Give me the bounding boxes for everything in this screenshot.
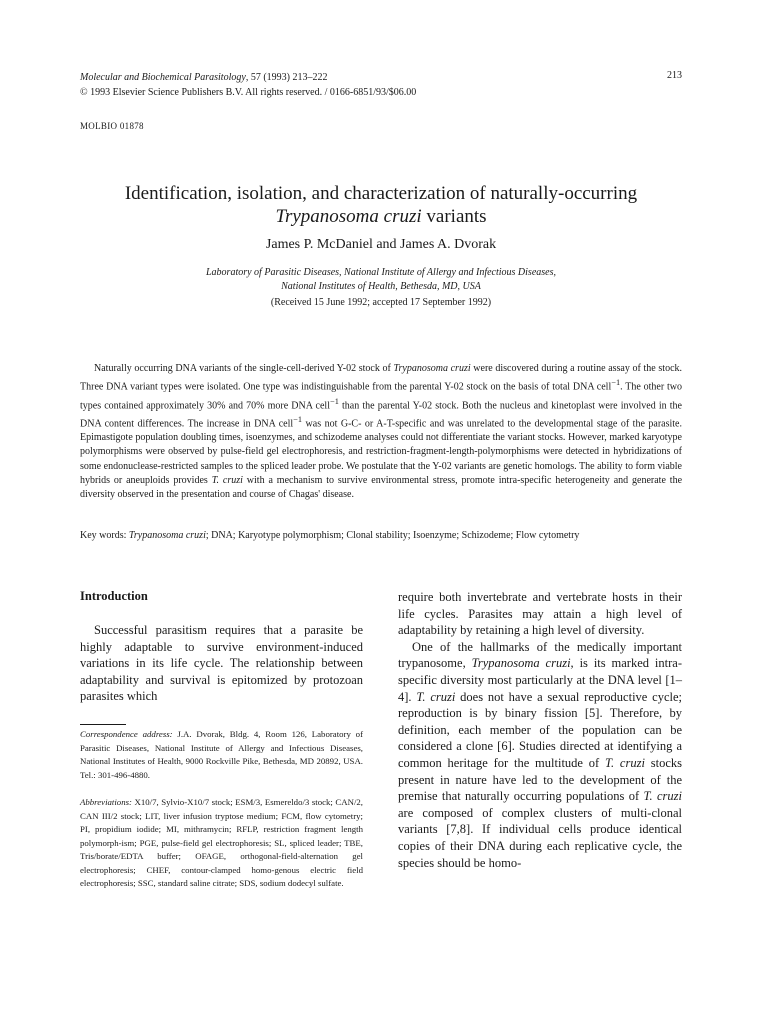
introduction-paragraph-1: require both invertebrate and vertebrate hosts in their life cycles. Parasites may attain a high level of adaptability by retaining a high level of diversity. [398,590,682,638]
intro-text-d: stocks present in nature have led to the development of the premise that naturally occurring populations of [398,755,682,804]
affiliation-line-2: National Institutes of Health, Bethesda, MD, USA [281,281,481,292]
affiliation [80,266,682,294]
abstract-text-2: were discovered during a routine assay of the stock. Three DNA variant types were isolated. One type was indistinguishable from the parental Y-02 stock on the basis of total DNA cell [80,363,683,393]
superscript-3: −1 [293,414,303,424]
article-title [80,182,682,228]
abbreviations-text: X10/7, Sylvio-X10/7 stock; ESM/3, Esmereldo/3 stock; CAN/2, CAN III/2 stock; LIT, liver infusion tryptose medium; FCM, flow cytometry; PI, propidium iodide; MI, mithramycin; RFLP, restriction fragment length polymorph-ism; PGE, pulse-field gel electrophoresis; SL, spliced leader; TBE, Tris/borate/EDTA buffer; OFAGE, orthogonal-field-alternation gel electrophoresis; CHEF, contour-clamped homo-genous electric field electrophoresis; SSC, standard saline citrate; SDS, sodium dodecyl sulfate. [80,797,363,888]
abstract-species-1: Trypanosoma cruzi [393,363,471,374]
intro-species-4: T. cruzi [643,789,682,804]
abstract [80,362,682,502]
journal-name: Molecular and Biochemical Parasitology [80,72,246,83]
superscript-2: −1 [330,396,339,406]
journal-line [80,70,620,85]
page-number: 213 [667,70,682,81]
authors: James P. McDaniel and James A. Dvorak [265,237,497,252]
keywords [80,529,682,543]
intro-species-2: T. cruzi [416,689,456,704]
footnote-abbreviations [80,796,363,891]
abstract-text-5: was not G-C- or A-T-specific and was unrelated to the developmental stage of the parasite. Epimastigote population doubling times, isoenzymes, and schizodeme analyses could not differentiate the variant stocks. However, marked karyotype polymorphisms were observed by pulse-field gel electrophoresis, and restriction-fragment-length-polymorphisms were detected in hybridizations of some endonuclease-restricted samples to the spliced leader probe. We postulate that the Y-02 variants are genetic homologs. The ability to form viable hybrids or aneuploids provides [80,418,682,486]
introduction-paragraph-left: Successful parasitism requires that a parasite be highly adaptable to survive environment-induced variations in its life cycle. The relationship between adaptability and survival is epitomized by protozoan parasites which [80,623,363,704]
intro-species-1: Trypanosoma cruzi, [471,656,574,671]
intro-text-e: are composed of complex clusters of multi-clonal variants [7,8]. If individual cells produce identical copies of their DNA during each replicative cycle, the species should be homo- [398,805,682,870]
title-species: Trypanosoma cruzi [275,206,422,227]
received-dates: (Received 15 June 1992; accepted 17 September 1992) [270,297,492,308]
correspondence-text: J.A. Dvorak, Bldg. 4, Room 126, Laboratory of Parasitic Diseases, National Institute of Allergy and Infectious Diseases, National Institutes of Health, 9000 Rockville Pike, Bethesda, MD 20892, USA. Tel.: 301-496-4880. [80,729,363,780]
article-code: MOLBIO 01878 [80,121,144,131]
intro-text-c: does not have a sexual reproductive cycle; reproduction is by binary fission [5]. Therefore, by definition, each member of the population can be considered a clone [6]. Studies directed at identifying a common heritage for the multitude of [398,689,682,770]
abstract-text-4: than the parental Y-02 stock. Both the nucleus and kinetoplast were involved in the DNA content differences. The increase in DNA cell [80,399,682,430]
introduction-right-column [398,589,682,871]
abstract-text-3: . The other two types contained approximately 30% and 70% more DNA cell [80,381,683,411]
affiliation-line-1: Laboratory of Parasitic Diseases, National Institute of Allergy and Infectious Diseases, [206,267,556,278]
keywords-label: Key words: [80,530,129,541]
superscript-1: −1 [611,378,621,388]
intro-text-b: is its marked intra-specific diversity most particularly at the DNA level [1–4]. [398,656,682,704]
journal-volume-pages: , 57 (1993) 213–222 [245,72,328,83]
abstract-text-6: with a mechanism to survive environmental stress, promote intra-specific heterogeneity and generate the diversity observed in the presentation and course of Chagas' disease. [80,474,683,500]
section-heading-introduction: Introduction [80,589,148,603]
abbreviations-label: Abbreviations: [80,797,132,807]
footnote-divider [80,724,126,725]
title-line-1: Identification, isolation, and characterization of naturally-occurring [124,183,638,204]
title-line-2 [80,205,682,228]
abstract-species-2: T. cruzi [211,474,243,486]
introduction-paragraph-2 [398,639,682,871]
intro-text-a: One of the hallmarks of the medically important trypanosome, [398,639,682,671]
title-rest: variants [421,206,487,227]
footnote-correspondence [80,728,363,782]
abstract-text-1: Naturally occurring DNA variants of the single-cell-derived Y-02 stock of [94,363,394,374]
keywords-list: ; DNA; Karyotype polymorphism; Clonal stability; Isoenzyme; Schizodeme; Flow cytometry [205,530,580,541]
intro-species-3: T. cruzi [604,755,645,770]
journal-citation [80,70,620,100]
keywords-species: Trypanosoma cruzi [128,530,206,541]
correspondence-label: Correspondence address: [80,729,173,739]
copyright-line: © 1993 Elsevier Science Publishers B.V. All rights reserved. / 0166-6851/93/$06.00 [80,87,417,98]
